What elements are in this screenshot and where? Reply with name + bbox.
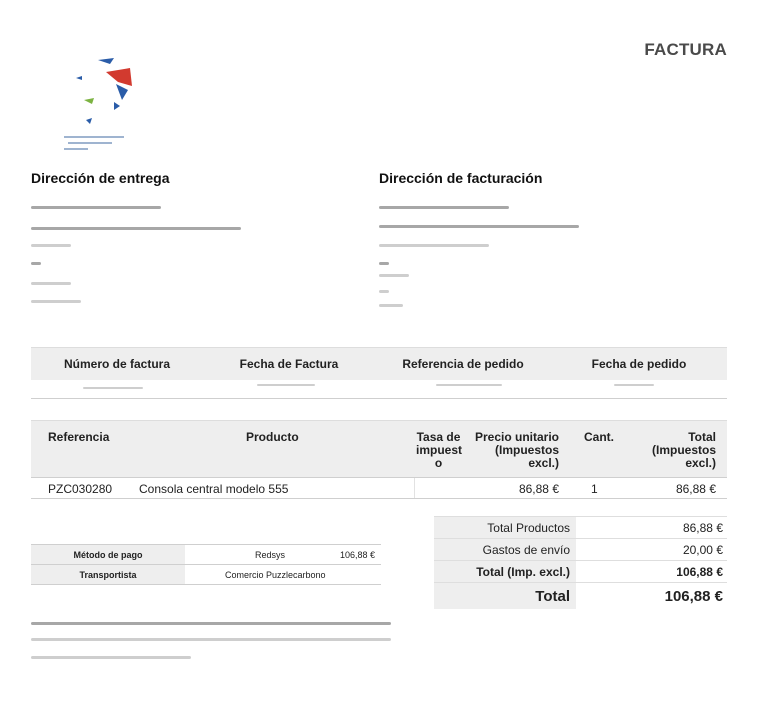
invoice-info-table bbox=[31, 347, 727, 399]
grand-total-line bbox=[434, 583, 727, 609]
payment-method-amount: 106,88 € bbox=[339, 549, 375, 560]
shipping-line bbox=[434, 539, 727, 561]
row-total: 86,88 € bbox=[675, 482, 716, 496]
products-table-header bbox=[31, 420, 727, 478]
shipping-label: Gastos de envío bbox=[434, 539, 576, 560]
col-qty-header: Cant. bbox=[584, 430, 614, 444]
col-tax-rate-header: Tasa de impuest o bbox=[416, 430, 463, 470]
col-reference-header: Referencia bbox=[48, 430, 110, 444]
products-table bbox=[31, 420, 727, 499]
total-excl-value: 106,88 € bbox=[676, 564, 723, 579]
col-total-header: Total (Impuestos excl.) bbox=[651, 430, 716, 470]
row-reference: PZC030280 bbox=[48, 482, 113, 496]
invoice-info-header bbox=[31, 347, 727, 380]
row-qty: 1 bbox=[591, 482, 598, 496]
payment-method-label: Método de pago bbox=[31, 545, 185, 564]
total-excl-label: Total (Imp. excl.) bbox=[434, 561, 576, 582]
billing-address-heading: Dirección de facturación bbox=[379, 170, 543, 186]
invoice-info-row bbox=[31, 380, 727, 399]
total-excl-line bbox=[434, 561, 727, 583]
col-product-header: Producto bbox=[246, 430, 299, 444]
payment-method-value: Redsys bbox=[255, 549, 286, 560]
grand-total-value: 106,88 € bbox=[664, 587, 723, 605]
totals-table bbox=[434, 516, 727, 609]
shipping-value: 20,00 € bbox=[682, 542, 723, 557]
total-products-value: 86,88 € bbox=[682, 520, 723, 535]
payment-table bbox=[31, 544, 381, 585]
document-title: FACTURA bbox=[644, 40, 727, 59]
invoice-number-header: Número de factura bbox=[63, 357, 171, 371]
company-logo bbox=[58, 56, 148, 156]
order-date-header: Fecha de pedido bbox=[591, 357, 687, 371]
delivery-address-heading: Dirección de entrega bbox=[31, 170, 170, 186]
grand-total-label: Total bbox=[434, 583, 576, 609]
carrier-label: Transportista bbox=[31, 565, 185, 584]
row-product: Consola central modelo 555 bbox=[139, 482, 289, 496]
order-reference-header: Referencia de pedido bbox=[402, 357, 524, 371]
table-row bbox=[31, 478, 727, 499]
total-products-label: Total Productos bbox=[434, 517, 576, 538]
row-unit-price: 86,88 € bbox=[518, 482, 559, 496]
payment-method-line bbox=[31, 544, 381, 565]
total-products-line bbox=[434, 516, 727, 539]
invoice-date-header: Fecha de Factura bbox=[239, 357, 339, 371]
col-unit-price-header: Precio unitario (Impuestos excl.) bbox=[474, 430, 559, 470]
carrier-line bbox=[31, 565, 381, 585]
carrier-value: Comercio Puzzlecarbono bbox=[225, 569, 326, 580]
